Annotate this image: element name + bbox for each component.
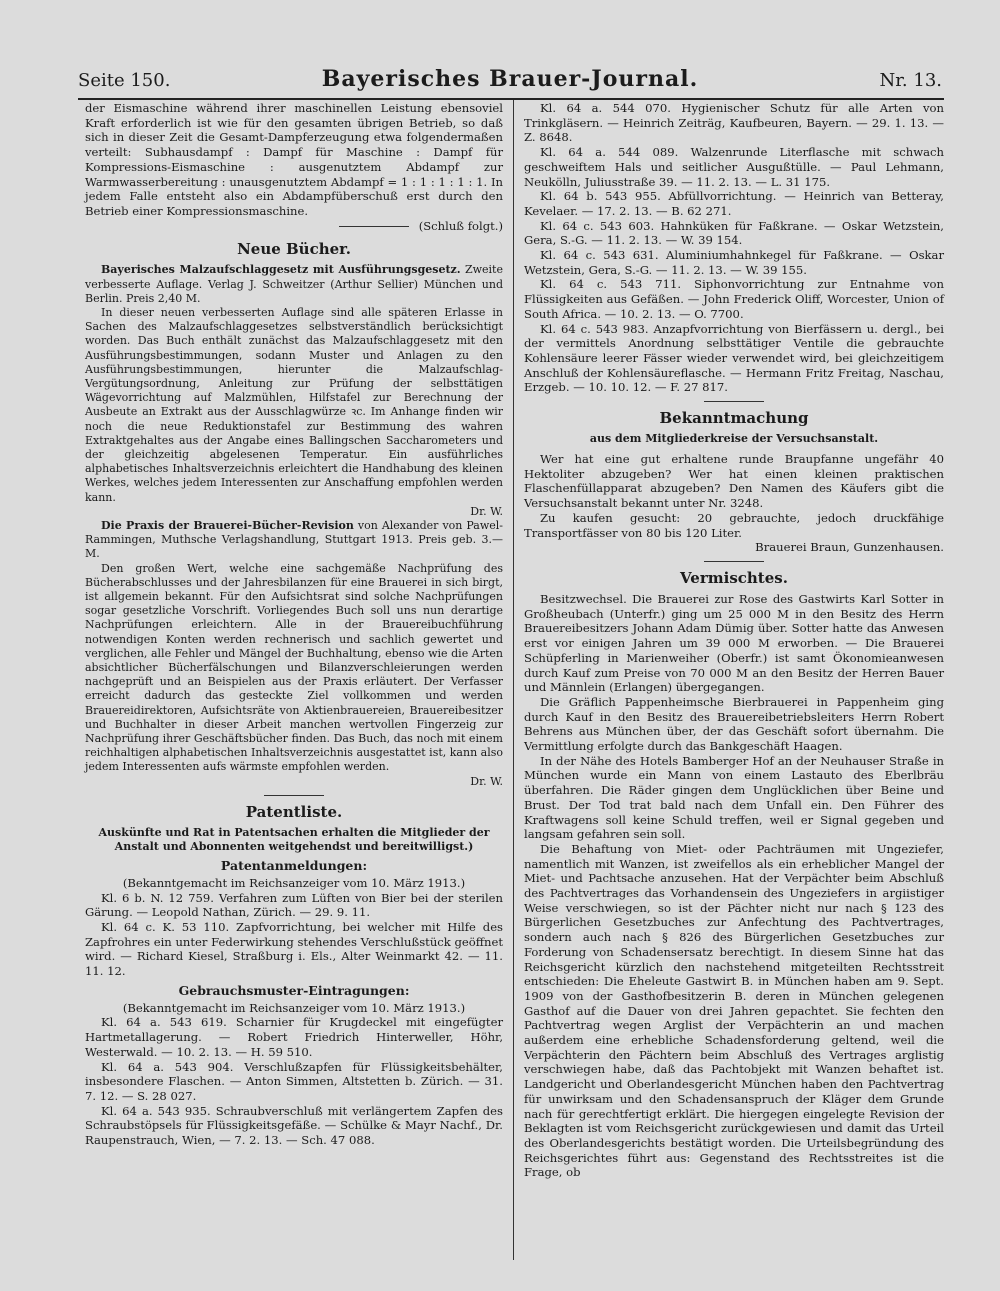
book1-meta: Zweite verbesserte Auflage. Verlag J. Schweitzer (Arthur Sellier) München und Berlin. Preis 2,40 M. xyxy=(85,263,503,305)
to-be-continued: (Schluß folgt.) xyxy=(85,219,503,234)
book2-title: Die Praxis der Brauerei-Bücher-Revision xyxy=(101,518,354,532)
misc-paragraph: Die Behaftung von Miet- oder Pachträumen mit Ungeziefer, namentlich mit Wanzen, ist zweifellos als ein erheblicher Mangel der Miet- und Pachtsache anzusehen. Hat der Verpächter beim Abschluß des Pachtvertrages das Vorhandensein des Ungeziefers in argiistiger Weise verschwiegen, so ist der Pächter nicht nur nach § 123 des Bürgerlichen Gesetzbuches zur Anfechtung des Pachtvertrages, sondern auch nach § 826 des Bürgerlichen Gesetzbuches zur Forderung von Schadensersatz berechtigt. In diesem Sinne hat das Reichsgericht kürzlich den nachstehend mitgeteilten Rechtsstreit entschieden: Die Eheleute Gastwirt B. in München haben am 9. Sept. 1909 von der Gasthofbesitzerin B. deren in München gelegenen Gasthof auf die Dauer von drei Jahren gepachtet. Sie fechten den Pachtvertrag wegen Arglist der Verpächterin an und machen außerdem eine erhebliche Schadensforderung geltend, weil die Verpächterin den Pächtern beim Abschluß des Vertrages arglistig verschwiegen habe, daß das Pachtobjekt mit Wanzen behaftet ist. Landgericht und Oberlandesgericht München haben den Pachtvertrag für unwirksam und den Schadensanspruch der Kläger dem Grunde nach für gerechtfertigt erklärt. Die hiergegen eingelegte Revision der Beklagten ist vom Reichsgericht zurückgewiesen und damit das Urteil des Oberlandesgerichts bestätigt worden. Die Urteilsbegründung des Reichsgerichtes führt aus: Gegenstand des Rechtsstreites ist die Frage, ob xyxy=(524,841,944,1180)
book-review-2 xyxy=(85,519,503,789)
utility-model-entry: Kl. 64 c. 543 631. Aluminiumhahnkegel für Faßkrane. — Oskar Wetzstein, Gera, S.-G. — 11. 2. 13. — W. 39 155. xyxy=(524,248,944,277)
page-header xyxy=(78,66,942,96)
misc-paragraph: Die Gräflich Pappenheimsche Bierbrauerei in Pappenheim ging durch Kauf in den Besitz des Brauereibetriebsleiters Herrn Robert Behrens aus München über, der das Geschäft sofort übernahm. Die Vermittlung erfolgte durch das Bankgeschäft Haagen. xyxy=(524,694,944,754)
right-column xyxy=(524,101,944,1180)
announcement-text: Wer hat eine gut erhaltene runde Braupfanne ungefähr 40 Hektoliter abzugeben? Wer hat einen kleinen praktischen Flaschenfüllapparat abzugeben? Den Namen des Käufers gibt die Versuchsanstalt bekannt unter Nr. 3248. xyxy=(524,452,944,511)
issue-number: Nr. 13. xyxy=(879,70,942,91)
book1-text: In dieser neuen verbesserten Auflage sind alle späteren Erlasse in Sachen des Malzaufschlaggesetzes selbstverständlich berücksichtigt worden. Das Buch enthält zunächst das Malzaufschlaggesetz mit den Ausführungsbestimmungen, sodann Muster und Anlagen zu den Ausführungsbestimmungen, hierunter die Malzaufschlag-Vergütungsordnung, Anleitung zur Prüfung der selbsttätigen Wägevorrichtung auf Malzmühlen, Hilfstafel zur Berechnung der Ausbeute an Extrakt aus der Ausschlagwürze ꝛc. Im Anhange finden wir noch die neue Reduktionstafel zur Bestimmung des wahren Extraktgehaltes aus der Angabe eines Ballingschen Saccharometers und der gleichzeitig abgelesenen Temperatur. Ein ausführliches alphabetisches Inhaltsverzeichnis erleichtert die Handhabung des kleinen Werkes, welches jedem Interessenten zur Anschaffung empfohlen werden kann. xyxy=(85,305,503,504)
utility-models-title: Gebrauchsmuster-Eintragungen: xyxy=(178,982,410,998)
patent-entry: Kl. 64 c. K. 53 110. Zapfvorrichtung, bei welcher mit Hilfe des Zapfrohres ein unter Federwirkung stehendes Verschlußstück geöffnet wird. — Richard Kiesel, Straßburg i. Els., Alter Weinmarkt 42. — 11. 11. 12. xyxy=(85,919,503,979)
utility-model-entry: Kl. 64 b. 543 955. Abfüllvorrichtung. — Heinrich van Betteray, Kevelaer. — 17. 2. 13. — B. 62 271. xyxy=(524,189,944,218)
section-title-miscellaneous: Vermischtes. xyxy=(680,568,788,587)
column-divider xyxy=(513,100,514,1260)
section-divider xyxy=(704,401,764,402)
book-review-1 xyxy=(85,263,503,519)
book2-meta: von Alexander von Pawel-Rammingen, Muthsche Verlagshandlung, Stuttgart 1913. Preis geb. 3.— M. xyxy=(85,518,504,561)
book2-signature: Dr. W. xyxy=(470,774,503,788)
patent-applications-pub: (Bekanntgemacht im Reichsanzeiger vom 10. März 1913.) xyxy=(122,875,466,890)
utility-model-entry: Kl. 64 a. 543 619. Scharnier für Krugdeckel mit eingefügter Hartmetallagerung. — Robert Friedrich Hinterweller, Höhr, Westerwald. — 10. 2. 13. — H. 59 510. xyxy=(85,1015,503,1059)
utility-model-entry: Kl. 64 a. 544 070. Hygienischer Schutz für alle Arten von Trinkgläsern. — Heinrich Zeiträg, Kaufbeuren, Bayern. — 29. 1. 13. — Z. 8648. xyxy=(524,101,944,145)
book2-text: Den großen Wert, welche eine sachgemäße Nachprüfung des Bücherabschlusses und der Jahresbilanzen für eine Brauerei in sich birgt, ist allgemein bekannt. Für den Aufsichtsrat sind solche Nachprüfungen sogar gesetzliche Vorschrift. Vorliegendes Buch soll uns nun derartige Nachprüfungen erleichtern. Alle in der Brauereibuchführung notwendigen Konten werden rechnerisch und sachlich gewertet und verglichen, alle Fehler und Mängel der Buchhaltung, ebenso wie die Arten absichtlicher Bücherfälschungen und Bilanzverschleierungen werden nachgeprüft und an Beispielen aus der Praxis erläutert. Der Verfasser erreicht dadurch das gesteckte Ziel vollkommen und werden Brauereidirektoren, Aufsichtsräte von Aktienbrauereien, Brauereibesitzer und Buchhalter in dieser Arbeit manchen wertvollen Fingerzeig zur Nachprüfung ihrer Geschäftsbücher finden. Das Buch, das noch mit einem reichhaltigen alphabetischen Inhaltsverzeichnis ausgestattet ist, kann also jedem Interessenten aufs wärmste empfohlen werden. xyxy=(85,561,503,774)
journal-title: Bayerisches Brauer-Journal. xyxy=(321,66,699,92)
announcement-signature: Brauerei Braun, Gunzenhausen. xyxy=(755,540,944,555)
header-rule xyxy=(78,98,944,100)
section-title-new-books: Neue Bücher. xyxy=(237,240,351,259)
utility-model-entry: Kl. 64 c. 543 983. Anzapfvorrichtung von Bierfässern u. dergl., bei der vermittels Anordnung selbsttätiger Ventile die gebrauchte Kohlensäure leerer Fässer wieder verwendet wird, bei gleichzeitigem Anschluß der Kohlensäureflasche. — Hermann Fritz Freitag, Naschau, Erzgeb. — 10. 10. 12. — F. 27 817. xyxy=(524,321,944,395)
patent-applications-title: Patentanmeldungen: xyxy=(220,857,368,873)
utility-model-entry: Kl. 64 a. 544 089. Walzenrunde Literflasche mit schwach geschweiftem Hals und seitlicher Ausgußtülle. — Paul Lehmann, Neukölln, Juliusstraße 39. — 11. 2. 13. — L. 31 175. xyxy=(524,145,944,189)
utility-model-entry: Kl. 64 a. 543 935. Schraubverschluß mit verlängertem Zapfen des Schraubstöpsels für Flüssigkeitsgefäße. — Schülke & Mayr Nachf., Dr. Raupenstrauch, Wien, — 7. 2. 13. — Sch. 47 088. xyxy=(85,1103,503,1148)
section-divider xyxy=(264,795,324,796)
utility-model-entry: Kl. 64 c. 543 603. Hahnküken für Faßkrane. — Oskar Wetzstein, Gera, S.-G. — 11. 2. 13. — W. 39 154. xyxy=(524,218,944,248)
book1-title: Bayerisches Malzaufschlaggesetz mit Ausführungsgesetz. xyxy=(101,263,461,277)
section-title-patent-list: Patentliste. xyxy=(245,802,343,821)
patent-entry: Kl. 6 b. N. 12 759. Verfahren zum Lüften von Bier bei der sterilen Gärung. — Leopold Nathan, Zürich. — 29. 9. 11. xyxy=(85,890,503,920)
patent-note: Auskünfte und Rat in Patentsachen erhalten die Mitglieder der Anstalt und Abonnenten weitgehendst und bereitwilligst.) xyxy=(98,825,490,853)
section-divider xyxy=(704,561,764,562)
left-column xyxy=(85,101,503,1148)
announcement-text-2: Zu kaufen gesucht: 20 gebrauchte, jedoch druckfähige Transportfässer von 80 bis 120 Liter. xyxy=(524,510,944,540)
announcement-subtitle: aus dem Mitgliederkreise der Versuchsanstalt. xyxy=(589,432,879,446)
page-number: Seite 150. xyxy=(78,70,171,91)
misc-paragraph: Besitzwechsel. Die Brauerei zur Rose des Gastwirts Karl Sotter in Großheubach (Unterfr.) ging um 25 000 M in den Besitz des Herrn Brauereibesitzers Johann Adam Dümig über. Sotter hatte das Anwesen erst vor einigen Jahren um 39 000 M erworben. — Die Brauerei Schüpferling in Marienweiher (Oberfr.) ist samt Ökonomieanwesen durch Kauf zum Preise von 70 000 M an den Besitz der Herren Bauer und Männlein (Erlangen) übergegangen. xyxy=(524,591,944,695)
utility-models-pub: (Bekanntgemacht im Reichsanzeiger vom 10. März 1913.) xyxy=(122,1000,466,1015)
utility-model-entry: Kl. 64 a. 543 904. Verschlußzapfen für Flüssigkeitsbehälter, insbesondere Flaschen. — Anton Simmen, Altstetten b. Zürich. — 31. 7. 12. — S. 28 027. xyxy=(85,1059,503,1103)
misc-paragraph: In der Nähe des Hotels Bamberger Hof an der Neuhauser Straße in München wurde ein Mann von einem Lastauto des Eberlbräu überfahren. Die Räder gingen dem Unglücklichen über Beine und Brust. Der Tod trat bald nach dem Unfall ein. Den Führer des Kraftwagens soll keine Schuld treffen, weil er Signal gegeben und langsam gefahren sein soll. xyxy=(524,753,944,842)
article-continuation: der Eismaschine während ihrer maschinellen Leistung ebensoviel Kraft erforderlich ist wie für den gesamten übrigen Betrieb, so daß sich in dieser Zeit die Gesamt-Dampferzeugung etwa folgendermaßen verteilt: Subhausdampf : Dampf für Maschine : Dampf für Kompressions-Eismaschine : ausgenutztem Abdampf zur Warmwasserbereitung : unausgenutztem Abdampf = 1 : 1 : 1 : 1 : 1. In jedem Falle entsteht also ein Abdampfüberschuß erst durch den Betrieb einer Kompressionsmaschine. xyxy=(85,101,503,218)
section-title-announcement: Bekanntmachung xyxy=(659,409,809,428)
utility-model-entry: Kl. 64 c. 543 711. Siphonvorrichtung zur Entnahme von Flüssigkeiten aus Gefäßen. — John Frederick Oliff, Worcester, Union of South Africa. — 10. 2. 13. — O. 7700. xyxy=(524,277,944,321)
book1-signature: Dr. W. xyxy=(470,504,503,518)
